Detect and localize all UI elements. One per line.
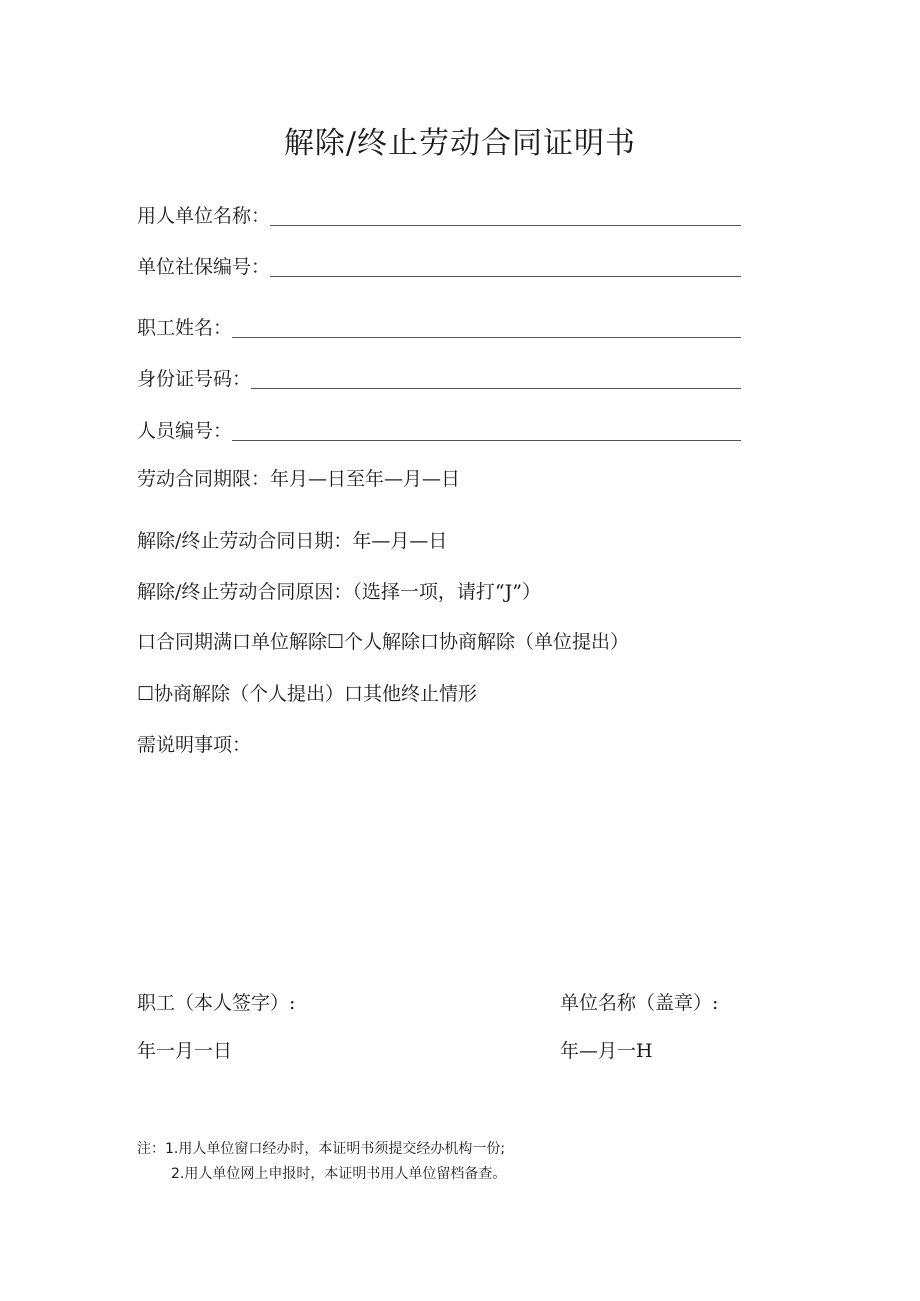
employee-name-field: [137, 314, 741, 340]
reason-options-line1[interactable]: 口合同期满口单位解除☐个人解除口协商解除（单位提出）: [137, 631, 630, 653]
person-no-field: [137, 417, 741, 443]
id-number-label: 身份证号码：: [137, 368, 252, 390]
reason-options-line2[interactable]: ☐协商解除（个人提出）口其他终止情形: [137, 683, 478, 705]
employer-name-label: 用人单位名称：: [137, 205, 271, 227]
termination-date: 解除/终止劳动合同日期：年—月—日: [137, 530, 448, 552]
reason-prompt: 解除/终止劳动合同原因：（选择一项，请打“J”）: [137, 581, 541, 603]
document-title: 解除/终止劳动合同证明书: [283, 126, 637, 161]
employer-seal-date: 年—月一H: [560, 1040, 653, 1062]
employee-sign-date: 年一月一日: [137, 1040, 233, 1062]
employer-seal-label: 单位名称（盖章）:: [560, 992, 719, 1014]
employer-ss-no-label: 单位社保编号：: [137, 256, 271, 278]
note-2: 2.用人单位网上申报时，本证明书用人单位留档备查。: [171, 1166, 507, 1182]
employee-name-label: 职工姓名：: [137, 317, 233, 339]
remarks-label: 需说明事项：: [137, 734, 252, 756]
note-1: 注：1.用人单位窗口经办时，本证明书须提交经办机构一份;: [137, 1141, 506, 1157]
employer-name-field: [137, 202, 741, 228]
employer-name-blank[interactable]: [270, 205, 741, 226]
contract-term: 劳动合同期限：年月—日至年—月—日: [137, 468, 461, 490]
person-no-label: 人员编号：: [137, 420, 233, 442]
employee-signature-label: 职工（本人签字）:: [137, 992, 296, 1014]
employer-ss-no-blank[interactable]: [270, 256, 741, 277]
employer-ss-no-field: [137, 253, 741, 279]
person-no-blank[interactable]: [232, 420, 741, 441]
id-number-blank[interactable]: [251, 368, 741, 389]
id-number-field: [137, 365, 741, 391]
employee-name-blank[interactable]: [232, 317, 741, 338]
